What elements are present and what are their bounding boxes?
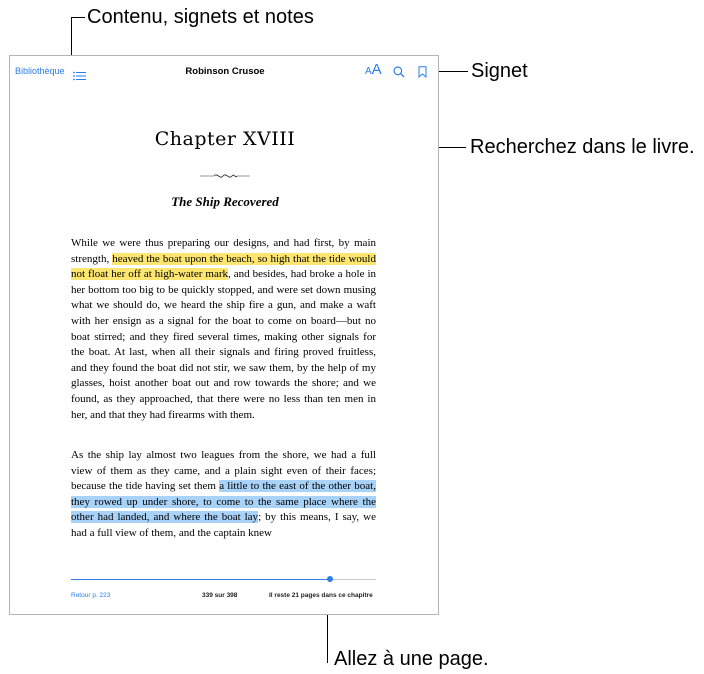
page-scrubber-knob[interactable] <box>327 576 333 582</box>
book-title: Robinson Crusoe <box>185 66 265 77</box>
reader-toolbar <box>10 56 438 90</box>
chapter-title: Chapter XVIII <box>154 128 296 150</box>
paragraph-1-text-before: While we were thus preparing our designs, and had first, by main strength, <box>71 237 376 265</box>
pages-remaining: Il reste 21 pages dans ce chapitre <box>269 592 373 599</box>
callout-contents: Contenu, signets et notes <box>87 6 314 28</box>
paragraph-1-text-after: , and besides, had broke a hole in her bottom too big to be quickly stopped, and were set down musing what we should do, we heard the ship fire a gun, and make a waft with her ensign as a signal for the boat to come on board—but no boat stirred; and they fired several times, making other signals for the boat. At last, when all their signals and firing proved fruitless, and they found the boat did not stir, we saw them, by the help of my glasses, hoist another boat out and row towards the shore; and we found, as they approached, that there were no less than ten men in her, and that they had firearms with them. <box>71 268 377 421</box>
paragraph-1 <box>71 236 376 423</box>
font-size-button[interactable] <box>365 61 382 79</box>
callout-goto-page: Allez à une page. <box>334 648 489 670</box>
paragraph-2 <box>71 448 376 542</box>
search-icon[interactable] <box>393 65 405 83</box>
paragraph-2-text-before: As the ship lay almost two leagues from the shore, we had a full view of them as they came, and a plain sight even of their faces; because the tide having set them <box>71 449 376 493</box>
chapter-subtitle: The Ship Recovered <box>171 194 279 209</box>
reader-window <box>9 55 439 615</box>
page-count: 339 sur 398 <box>202 592 238 599</box>
highlight-yellow[interactable]: heaved the boat upon the beach, so high that the tide would not float her off at high-water mark <box>71 252 376 281</box>
page-scrubber-fill <box>71 579 330 580</box>
callout-search: Recherchez dans le livre. <box>470 136 695 158</box>
highlight-blue[interactable]: a little to the east of the other boat, they rowed up under shore, to come to the same place where the other had landed, and where the boat lay <box>71 480 376 524</box>
ornament-flourish <box>200 168 250 186</box>
callout-bookmark: Signet <box>471 60 528 82</box>
bookmark-icon[interactable] <box>418 65 427 83</box>
leader-contents-horizontal <box>71 17 85 18</box>
paragraph-2-text-after: ; by this means, I say, we had a full view of them, and the captain knew <box>71 511 376 539</box>
font-size-small-a: A <box>365 66 372 77</box>
page-scrubber[interactable] <box>71 579 376 580</box>
library-button[interactable]: Bibliothèque <box>15 66 65 76</box>
font-size-large-a: A <box>371 61 382 78</box>
back-to-page-link[interactable]: Retour p. 223 <box>71 592 111 599</box>
